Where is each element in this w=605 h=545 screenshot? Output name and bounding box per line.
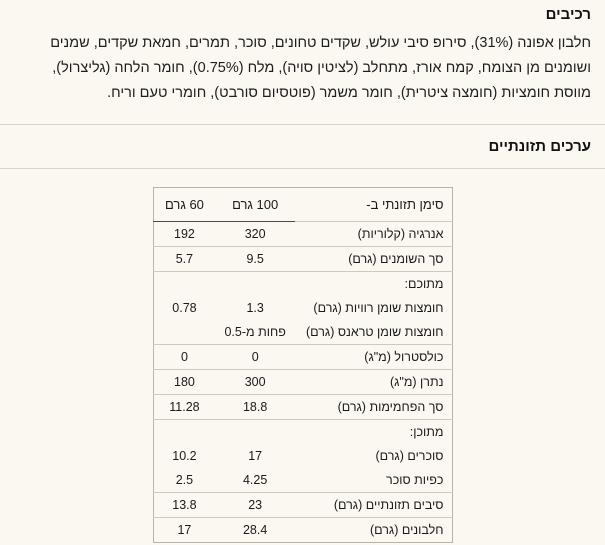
value-per-100g: 17 — [248, 448, 263, 463]
table-row — [153, 296, 452, 320]
value-per-100g: 18.8 — [215, 394, 295, 419]
nutrient-label: כולסטרול (מ"ג) — [295, 344, 452, 369]
nutrient-label: כפיות סוכר — [386, 472, 444, 487]
table-row — [153, 492, 452, 517]
value-per-100g: פחות מ-0.5 — [224, 324, 286, 339]
nutrient-label: נתרן (מ"ג) — [295, 369, 452, 394]
nutrient-label: חלבונים (גרם) — [295, 517, 452, 542]
nutrient-label: סוכרים (גרם) — [375, 448, 444, 463]
table-header-row — [153, 187, 452, 221]
value-per-100g: 1.3 — [246, 300, 264, 315]
table-row — [153, 221, 452, 246]
ingredients-text: חלבון אפונה (31%), סירופ סיבי עולש, שקדים טחונים, סוכר, תמרים, חמאת שקדים, שמנים ושומנים מן הצומח, קמח אורז, מתחלב (לציטין סויה), מלח (0.75%), חומר הלחה (גליצרול), מווסת חומציות (חומצה ציטרית), חומר משמר (פוטסיום סורבט), חומרי טעם וריח. — [50, 35, 591, 101]
value-per-60g: 5.7 — [153, 246, 215, 271]
header-100g-cell: 100 גרם — [215, 187, 295, 221]
nutrient-label: אנרגיה (קלוריות) — [295, 221, 452, 246]
value-per-60g — [153, 320, 215, 345]
table-row — [153, 517, 452, 542]
value-per-100g — [215, 419, 295, 444]
nutrient-label: חומצות שומן רוויות (גרם) — [313, 300, 444, 315]
nutrient-label: חומצות שומן טראנס (גרם) — [305, 324, 444, 339]
table-row — [153, 444, 452, 468]
nutrition-table-area — [0, 169, 605, 543]
value-per-60g — [153, 419, 215, 444]
value-per-60g: 0.78 — [172, 300, 197, 315]
value-per-60g: 17 — [153, 517, 215, 542]
table-row — [153, 394, 452, 419]
value-per-100g — [215, 271, 295, 296]
value-per-100g: 0 — [215, 344, 295, 369]
nutrition-facts-table — [153, 187, 453, 543]
value-per-100g: 23 — [215, 492, 295, 517]
table-row — [153, 369, 452, 394]
nutrition-section-title-wrap — [0, 125, 605, 168]
value-per-60g: 13.8 — [153, 492, 215, 517]
nutrient-label: סיבים תזונתיים (גרם) — [295, 492, 452, 517]
table-row — [153, 468, 452, 493]
value-per-60g — [153, 271, 215, 296]
value-per-100g: 28.4 — [215, 517, 295, 542]
header-label-cell: סימן תזונתי ב- — [366, 196, 444, 212]
table-row — [153, 246, 452, 271]
value-per-100g: 9.5 — [215, 246, 295, 271]
ingredients-section-title: רכיבים — [545, 6, 591, 23]
header-60g-cell: 60 גרם — [153, 187, 215, 221]
nutrient-label: מתוכן: — [295, 419, 452, 444]
value-per-60g: 11.28 — [153, 394, 215, 419]
table-row — [153, 344, 452, 369]
nutrition-section-title: ערכים תזונתיים — [488, 137, 591, 155]
value-per-60g: 10.2 — [172, 448, 197, 463]
nutrient-label: מתוכם: — [295, 271, 452, 296]
table-row — [153, 271, 452, 296]
value-per-60g: 0 — [153, 344, 215, 369]
nutrient-label: סך השומנים (גרם) — [295, 246, 452, 271]
value-per-60g: 192 — [153, 221, 215, 246]
value-per-60g: 180 — [153, 369, 215, 394]
table-row — [153, 320, 452, 345]
value-per-60g: 2.5 — [175, 472, 194, 487]
nutrient-label: סך הפחמימות (גרם) — [295, 394, 452, 419]
value-per-100g: 4.25 — [242, 472, 268, 487]
table-row — [153, 419, 452, 444]
value-per-100g: 300 — [215, 369, 295, 394]
value-per-100g: 320 — [215, 221, 295, 246]
